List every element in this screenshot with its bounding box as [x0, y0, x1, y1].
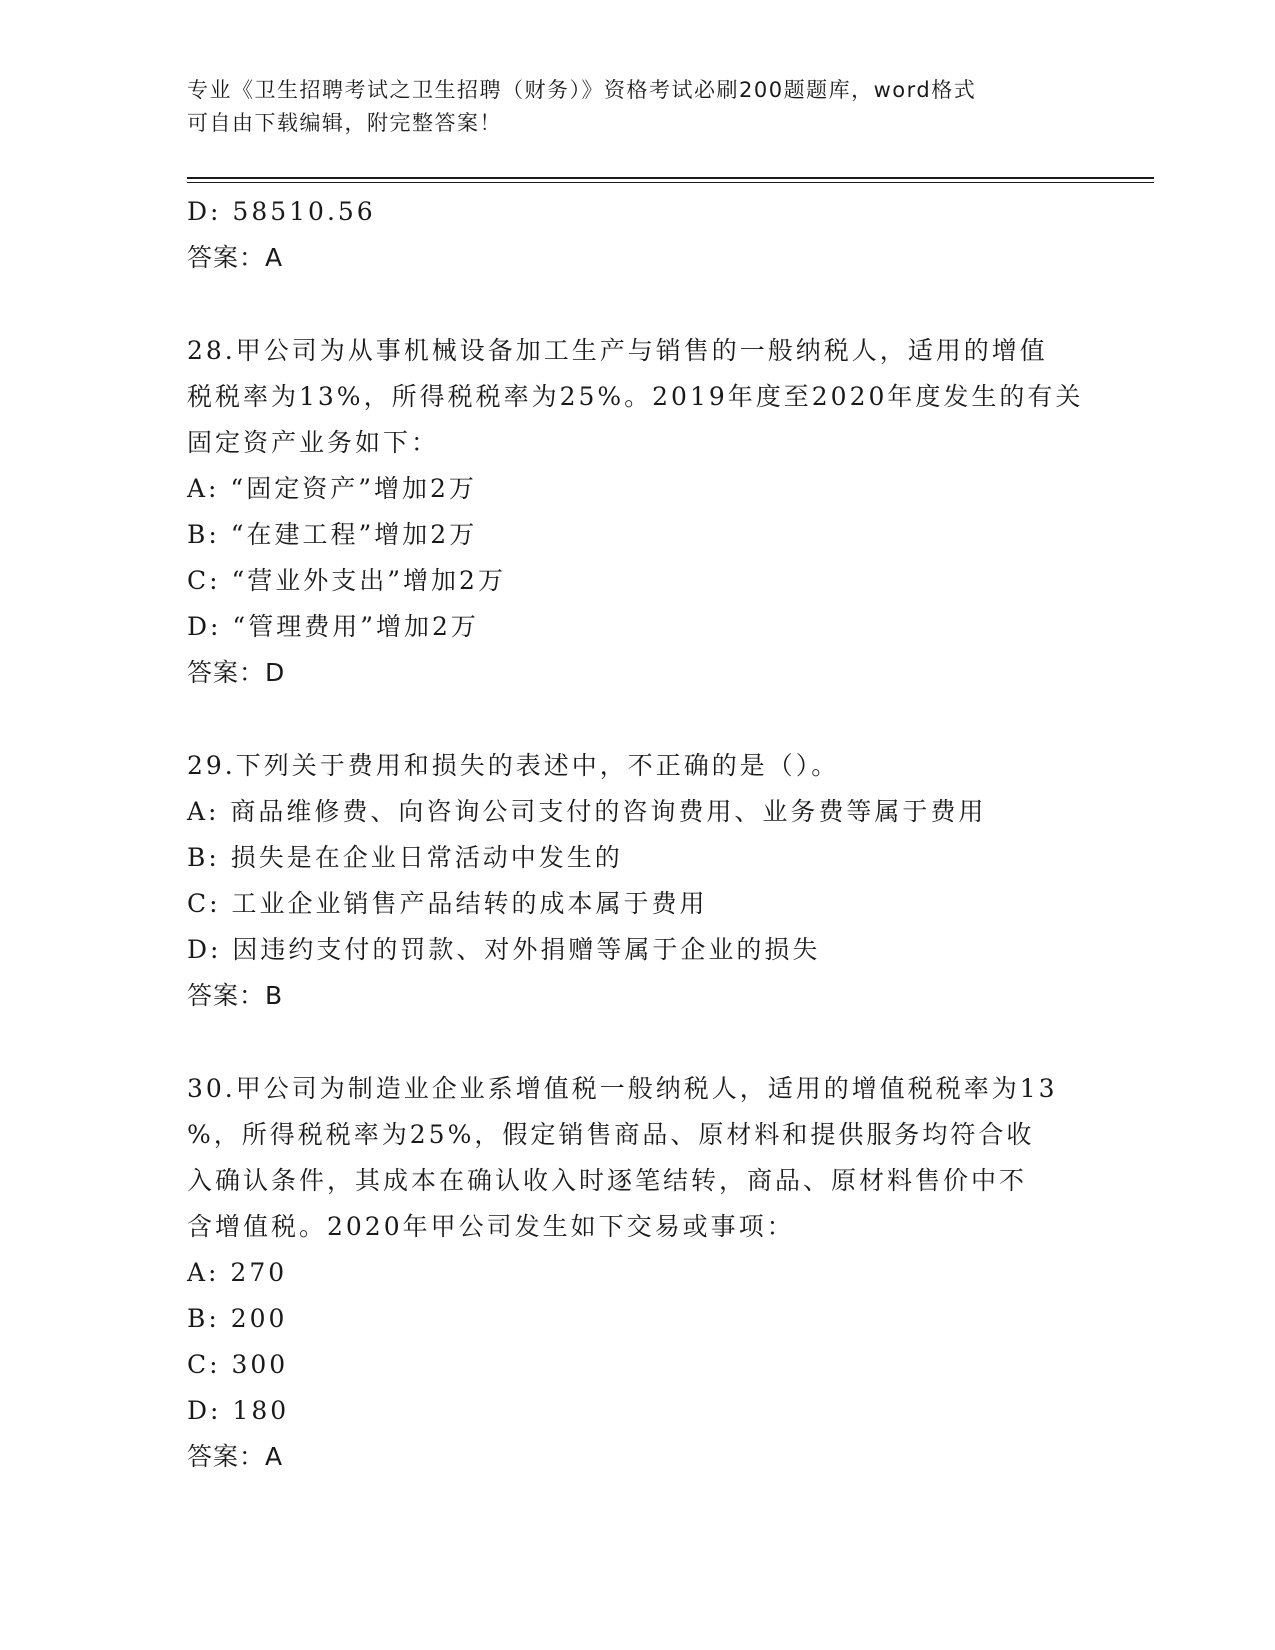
header-divider-thin — [187, 182, 1154, 183]
spacer — [187, 281, 1087, 328]
header-title-line-2: 可自由下载编辑，附完整答案！ — [187, 111, 502, 135]
question-30-stem-line-1: 30.甲公司为制造业企业系增值税一般纳税人，适用的增值税税率为13 — [187, 1074, 1058, 1103]
question-28-option-b: B: “在建工程”增加2万 — [187, 520, 478, 549]
prev-answer: 答案：A — [187, 243, 284, 272]
spacer — [187, 1019, 1087, 1066]
question-29-option-d: D: 因违约支付的罚款、对外捐赠等属于企业的损失 — [187, 935, 821, 964]
question-28-stem-line-3: 固定资产业务如下： — [187, 428, 440, 457]
question-29-option-c: C: 工业企业销售产品结转的成本属于费用 — [187, 889, 708, 918]
spacer — [187, 696, 1087, 743]
prev-option-d: D: 58510.56 — [187, 197, 376, 226]
document-header — [187, 74, 1087, 140]
question-30-option-d: D: 180 — [187, 1396, 290, 1425]
question-28-option-c: C: “营业外支出”增加2万 — [187, 566, 506, 595]
question-30-stem-line-3: 入确认条件，其成本在确认收入时逐笔结转，商品、原材料售价中不 — [187, 1166, 1028, 1195]
question-30-stem-line-2: %，所得税税率为25%，假定销售商品、原材料和提供服务均符合收 — [187, 1120, 1035, 1149]
question-30-stem-line-4: 含增值税。2020年甲公司发生如下交易或事项： — [187, 1212, 795, 1241]
question-29 — [187, 743, 1087, 1019]
question-30-answer: 答案：A — [187, 1442, 284, 1471]
question-28-option-a: A: “固定资产”增加2万 — [187, 474, 477, 503]
question-30 — [187, 1066, 1087, 1480]
question-29-stem-line-1: 29.下列关于费用和损失的表述中，不正确的是（）。 — [187, 751, 840, 780]
question-30-option-c: C: 300 — [187, 1350, 289, 1379]
header-divider-thick — [187, 177, 1154, 179]
question-28-answer: 答案：D — [187, 658, 286, 687]
header-title-line-1: 专业《卫生招聘考试之卫生招聘（财务）》资格考试必刷200题题库，word格式 — [187, 78, 977, 102]
question-28-option-d: D: “管理费用”增加2万 — [187, 612, 479, 641]
question-28-stem-line-2: 税税率为13%，所得税税率为25%。2019年度至2020年度发生的有关 — [187, 382, 1084, 411]
question-29-option-a: A: 商品维修费、向咨询公司支付的咨询费用、业务费等属于费用 — [187, 797, 987, 826]
question-30-option-b: B: 200 — [187, 1304, 288, 1333]
question-29-answer: 答案：B — [187, 981, 284, 1010]
question-content — [187, 189, 1087, 1480]
question-28-stem-line-1: 28.甲公司为从事机械设备加工生产与销售的一般纳税人，适用的增值 — [187, 336, 1048, 365]
question-28 — [187, 328, 1087, 696]
question-29-option-b: B: 损失是在企业日常活动中发生的 — [187, 843, 623, 872]
question-30-option-a: A: 270 — [187, 1258, 288, 1287]
